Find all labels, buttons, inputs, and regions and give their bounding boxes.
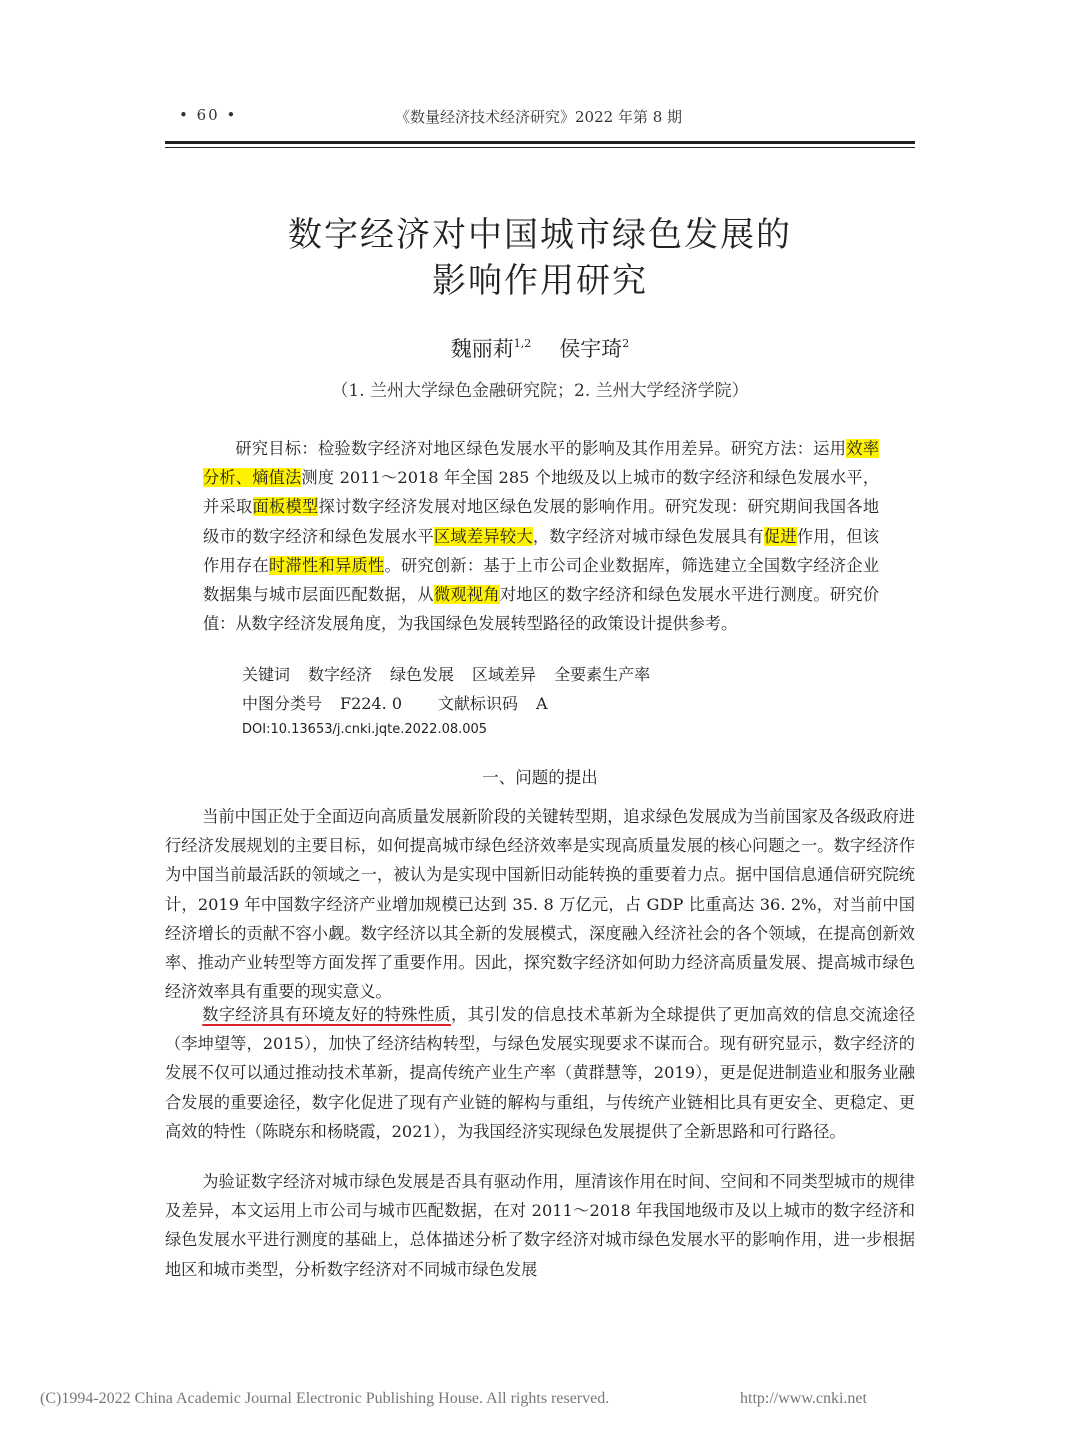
abstract-text: 对地区的数字经济和绿色发展水平进行测度。研究价值：从数字经济发展角度，为我国绿色发展转型路径的政策设计提供参考。 <box>203 585 880 634</box>
doi: DOI:10.13653/j.cnki.jqte.2022.08.005 <box>242 722 488 737</box>
abstract-text: 探讨数字经济发展对地区绿色发展的影响作用。研究发现：研究期间我国各地级市的数字经济和绿色发展水平 <box>203 497 880 546</box>
header-rule-thick <box>165 141 915 144</box>
highlight: 微观视角 <box>433 585 500 605</box>
author-1: 魏丽莉 <box>450 337 514 361</box>
underlined-phrase: 数字经济具有环境友好的特殊性质 <box>202 1005 452 1024</box>
author-2: 侯宇琦 <box>559 337 623 361</box>
keyword: 全要素生产率 <box>554 665 651 684</box>
author-2-affil: 2 <box>622 337 630 350</box>
journal-name: 《数量经济技术经济研究》2022 年第 8 期 <box>395 108 683 126</box>
highlight: 效率分析、熵值法 <box>203 439 880 488</box>
doc-code-value: A <box>536 694 548 713</box>
section-heading: 一、问题的提出 <box>482 768 598 787</box>
paragraph-2 <box>165 1000 915 1146</box>
header-rule-thin <box>165 147 915 148</box>
abstract-text: 测度 2011～2018 年全国 285 个地级及以上城市的数字经济和绿色发展水平，并采取 <box>203 468 880 517</box>
copyright-footer <box>40 1390 1040 1408</box>
paragraph-3: 为验证数字经济对城市绿色发展是否具有驱动作用，厘清该作用在时间、空间和不同类型城市的规律及差异，本文运用上市公司与城市匹配数据，在对 2011～2018 年我国地级市及以上城市的数字经济和绿色发展水平进行测度的基础上，总体描述分析了数字经济对城市绿色发展水平的影响作用，进一步根据地区和城市类型，分析数字经济对不同城市绿色发展 <box>165 1172 915 1279</box>
classification <box>242 691 548 714</box>
highlight: 区域差异较大 <box>433 526 533 546</box>
keywords-label: 关键词 <box>242 665 291 684</box>
abstract-text: ，数字经济对城市绿色发展具有 <box>532 526 764 546</box>
keyword: 数字经济 <box>308 665 373 684</box>
running-head <box>165 106 915 130</box>
abstract-text: 研究目标：检验数字经济对地区绿色发展水平的影响及其作用差异。研究方法：运用 <box>235 439 847 458</box>
clc-label: 中图分类号 <box>242 694 323 713</box>
keyword: 绿色发展 <box>390 665 455 684</box>
footer-url[interactable]: http://www.cnki.net <box>740 1390 867 1407</box>
highlight: 面板模型 <box>252 497 319 517</box>
article-title <box>165 212 915 304</box>
abstract-text: 。研究创新：基于上市公司企业数据库，筛选建立全国数字经济企业数据集与城市层面匹配数据，从 <box>203 555 880 605</box>
affiliations: （1. 兰州大学绿色金融研究院；2. 兰州大学经济学院） <box>331 381 749 401</box>
highlight: 时滞性和异质性 <box>268 555 385 575</box>
abstract <box>203 434 879 638</box>
title-line-2: 影响作用研究 <box>432 261 648 301</box>
page-number: • 60 • <box>179 106 238 124</box>
paragraph-1: 当前中国正处于全面迈向高质量发展新阶段的关键转型期，追求绿色发展成为当前国家及各级政府进行经济发展规划的主要目标，如何提高城市绿色经济效率是实现高质量发展的核心问题之一。数字经济作为中国当前最活跃的领域之一，被认为是实现中国新旧动能转换的重要着力点。据中国信息通信研究院统计，2019 年中国数字经济产业增加规模已达到 35. 8 万亿元，占 GDP 比重高达 36. 2%，对当前中国经济增长的贡献不容小觑。数字经济以其全新的发展模式，深度融入经济社会的各个领域，在提高创新效率、推动产业转型等方面发挥了重要作用。因此，探究数字经济如何助力经济高质量发展、提高城市绿色经济效率具有重要的现实意义。 <box>165 807 915 1002</box>
doc-code-label: 文献标识码 <box>438 694 519 713</box>
keyword: 区域差异 <box>472 665 537 684</box>
author-list <box>165 333 915 363</box>
copyright-text: (C)1994-2022 China Academic Journal Electronic Publishing House. All rights reserved. <box>40 1390 610 1407</box>
paragraph-2-text: ，其引发的信息技术革新为全球提供了更加高效的信息交流途径（李坤望等，2015），加快了经济结构转型，与绿色发展实现要求不谋而合。现有研究显示，数字经济的发展不仅可以通过推动技术革新，提高传统产业生产率（黄群慧等，2019），更是促进制造业和服务业融合发展的重要途径，数字化促进了现有产业链的解构与重组，与传统产业链相比具有更安全、更稳定、更高效的特性（陈晓东和杨晓霞，2021），为我国经济实现绿色发展提供了全新思路和可行路径。 <box>165 1005 916 1141</box>
clc-value: F224. 0 <box>340 694 403 713</box>
highlight: 促进 <box>763 526 797 546</box>
abstract-text: 作用，但该作用存在 <box>203 526 880 575</box>
author-1-affil: 1,2 <box>513 337 532 350</box>
title-line-1: 数字经济对中国城市绿色发展的 <box>288 215 792 255</box>
keywords <box>242 662 650 685</box>
